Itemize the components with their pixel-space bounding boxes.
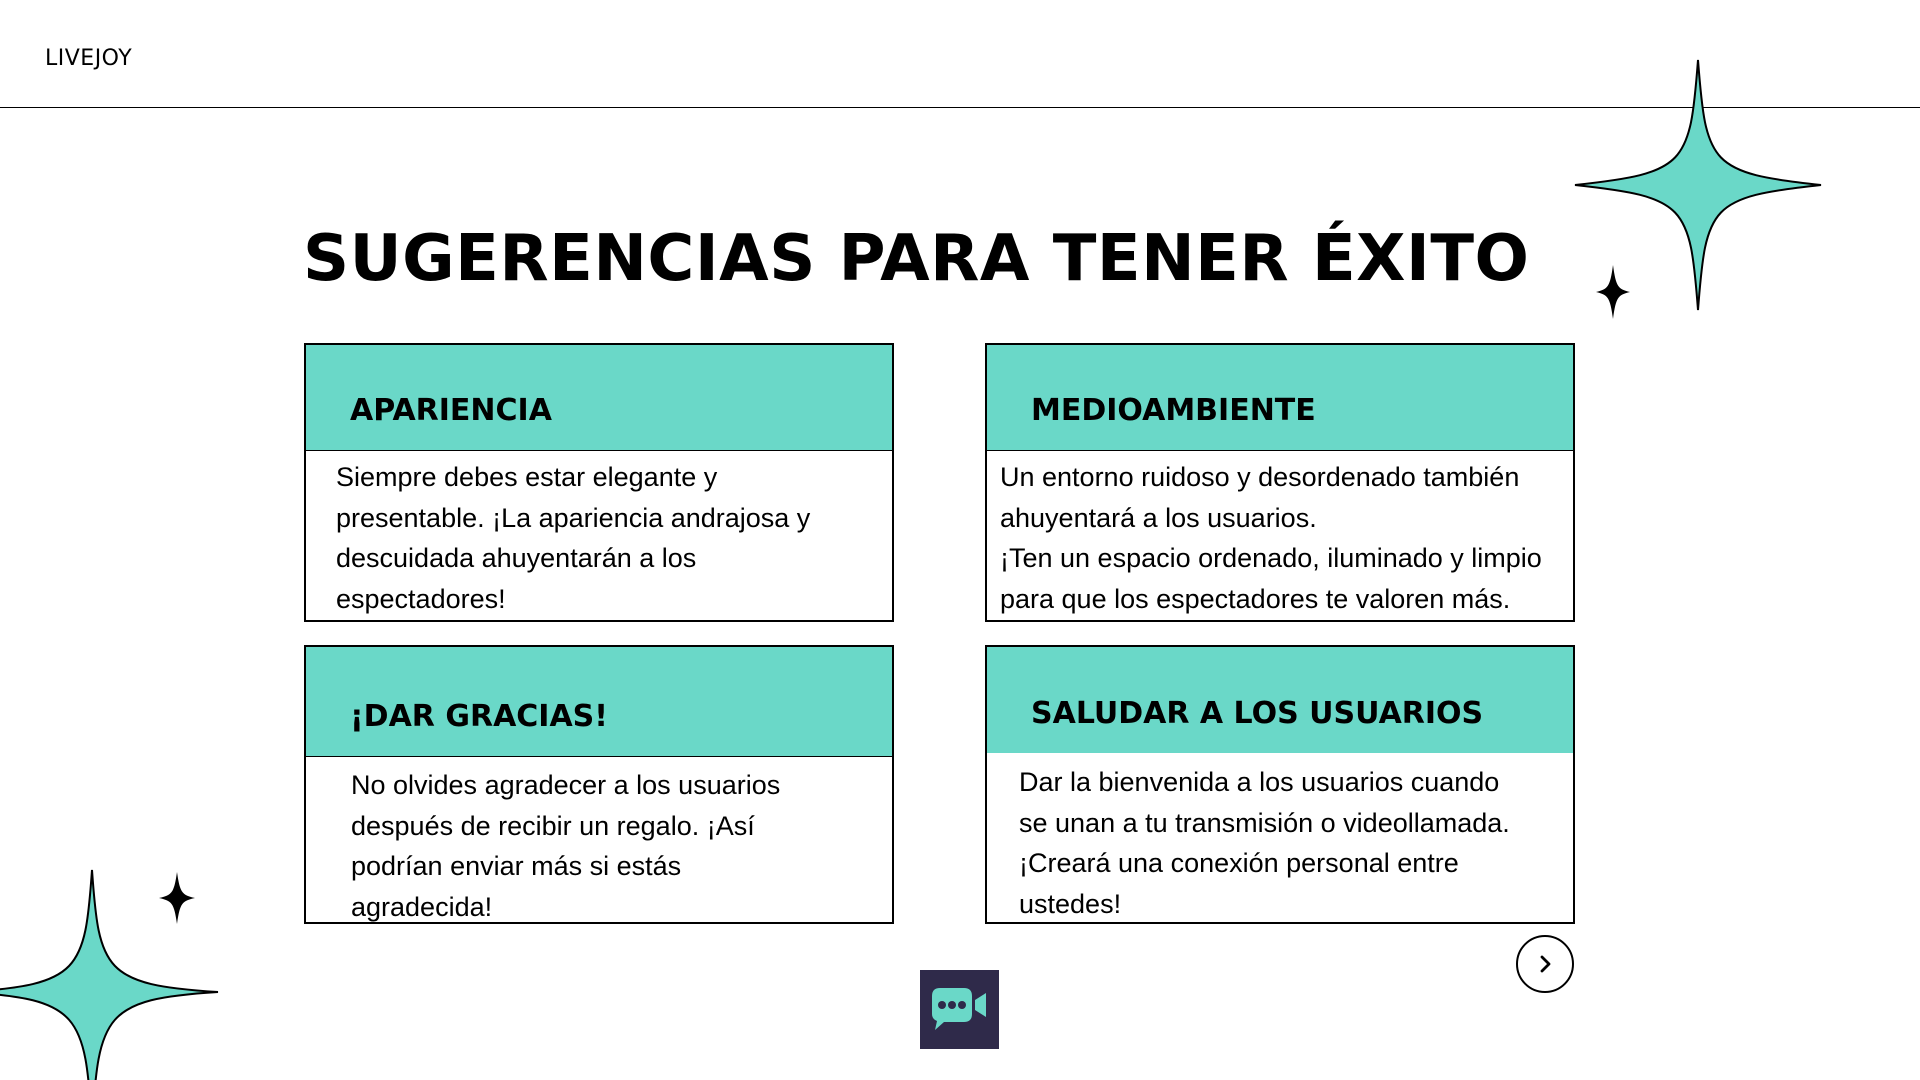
tip-card-environment <box>985 343 1575 622</box>
tip-card-header <box>306 345 892 451</box>
tip-card-text: Un entorno ruidoso y desordenado también ahuyentará a los usuarios. ¡Ten un espacio ordenado, iluminado y limpio para que los espectadores te valoren más. <box>1000 462 1542 614</box>
tip-card-text: No olvides agradecer a los usuarios después de recibir un regalo. ¡Así podrían enviar más si estás agradecida! <box>351 770 781 922</box>
tip-card-appearance <box>304 343 894 622</box>
tip-card-greet-users <box>985 645 1575 924</box>
tip-card-text: Siempre debes estar elegante y presentable. ¡La apariencia andrajosa y descuidada ahuyentarán a los espectadores! <box>336 462 811 614</box>
app-logo <box>920 970 999 1049</box>
chevron-right-icon <box>1534 953 1556 975</box>
tip-card-header <box>987 647 1573 753</box>
tip-card-thanks <box>304 645 894 924</box>
sparkle-icon <box>0 865 222 1080</box>
tip-card-heading: APARIENCIA <box>350 393 552 428</box>
tip-card-heading: MEDIOAMBIENTE <box>1031 393 1316 428</box>
page-title: SUGERENCIAS PARA TENER ÉXITO <box>303 222 1530 296</box>
video-chat-icon <box>920 970 999 1049</box>
tip-card-heading: SALUDAR A LOS USUARIOS <box>1031 696 1484 731</box>
tip-card-heading: ¡DAR GRACIAS! <box>350 699 608 734</box>
tip-card-text: Dar la bienvenida a los usuarios cuando se unan a tu transmisión o videollamada. ¡Creará una conexión personal entre ustedes! <box>1019 767 1510 919</box>
tip-card-header <box>306 647 892 757</box>
next-slide-button[interactable] <box>1516 935 1574 993</box>
tip-card-header <box>987 345 1573 451</box>
brand-name: LIVEJOY <box>45 46 133 71</box>
sparkle-icon <box>1594 263 1632 321</box>
